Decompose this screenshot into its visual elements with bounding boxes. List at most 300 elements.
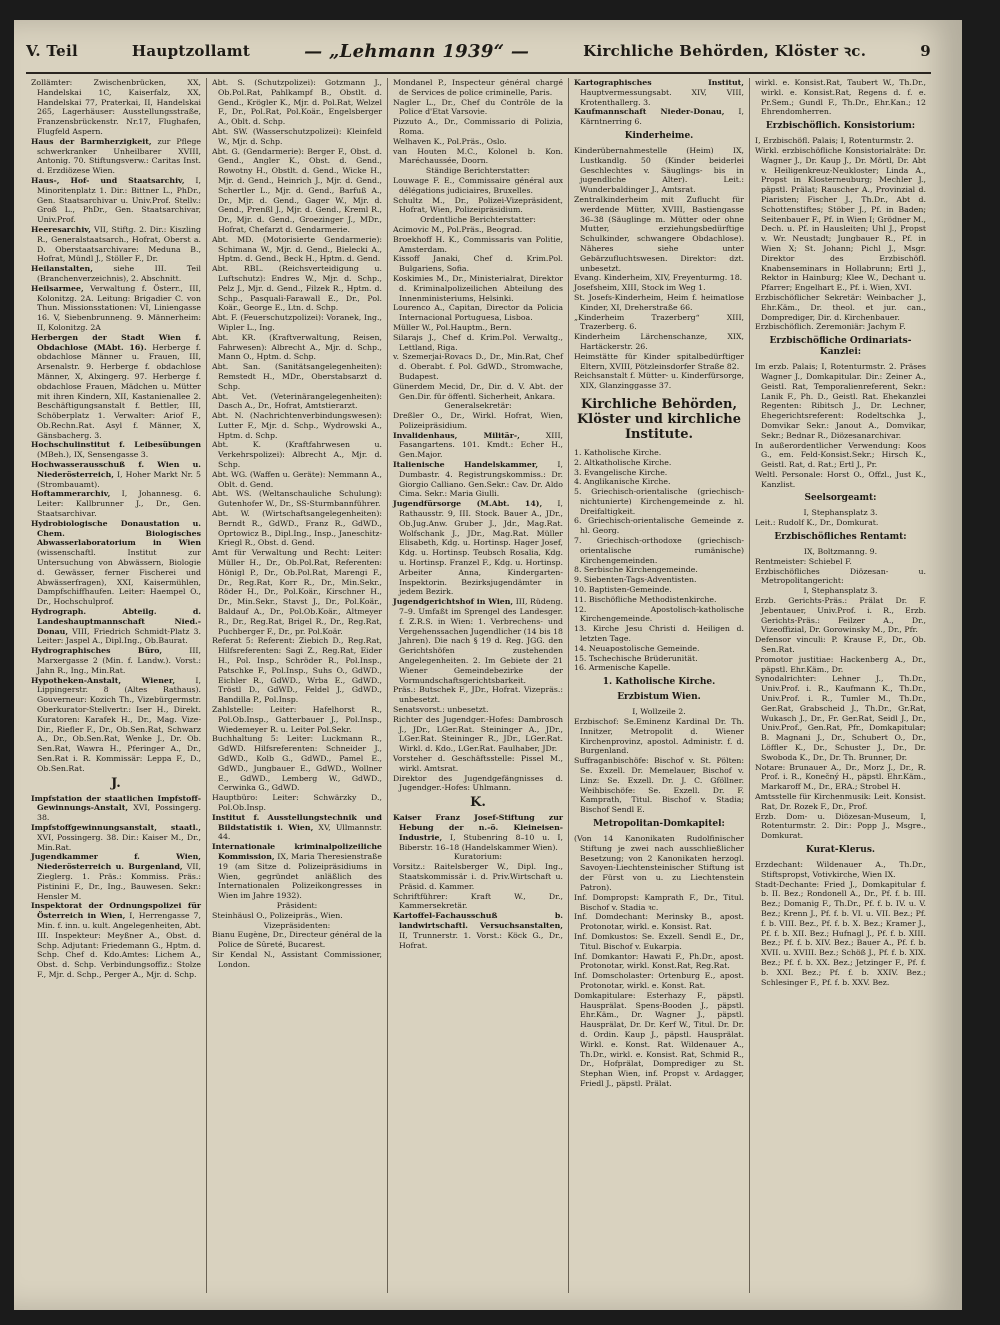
entry-text: 11. Bischöfliche Methodistenkirche. bbox=[574, 594, 717, 604]
entry-text: Schultz M., Dr., Polizei-Vizepräsident, Hofrat, Wien, Polizeipräsidium. bbox=[393, 195, 563, 215]
subsection-heading: Erzbischöfliche Ordinariats-Kanzlei: bbox=[769, 336, 912, 358]
entry-text: St. Josefs-Kinderheim, Heim f. heimatlose Kinder, XI, Dreherstraße 66. bbox=[574, 292, 744, 312]
entry-text: Referat 5: Referent: Ziebich D., Reg.Rat, Hilfsreferenten: Sagi Z., Reg.Rat, Eider H., Pol. Insp., Schröder R., Pol.Insp., Patschke F., Pol.Insp., Suhs O., GdWD., Eichler R., GdWD., Wrba E., GdWD., Tröstl D., GdWD., Feldel J., GdWD., Bandilla P., Pol.Insp. bbox=[212, 636, 382, 705]
centered-line: I, Wollzeile 2. bbox=[632, 707, 686, 717]
entry-text: Richter des Jugendger.-Hofes: Dambrosch J., JDr., LGer.Rat. Steininger A., JDr., LGer.Rat. Steininger R., JDr., LGer.Rat. Wirkl. d. Kdo., LGer.Rat. Faulhaber, JDr. bbox=[393, 714, 563, 754]
directory-entry bbox=[393, 705, 563, 715]
directory-entry bbox=[574, 371, 744, 391]
subsection-heading: Metropolitan-Domkapitel: bbox=[593, 819, 725, 829]
entry-text: Erzdechant: Wildenauer A., Th.Dr., Stiftspropst, Votivkirche, Wien IX. bbox=[755, 859, 926, 879]
header-title: — „Lehmann 1939“ — bbox=[304, 40, 530, 62]
directory-entry bbox=[212, 127, 382, 147]
directory-entry bbox=[393, 774, 563, 794]
entry-text: Vorsteher d. Geschäftsstelle: Pissel M., wirkl. Amtsrat. bbox=[393, 753, 563, 773]
directory-entry bbox=[574, 605, 744, 625]
entry-text: Inf. Domdechant: Merinsky B., apost. Protonotar, wirkl. e. Konsist. Rat. bbox=[574, 912, 744, 932]
entry-text: Abt. RBL. (Reichsverteidigung u. Luftschutz): Endres W., Mjr. d. Schp., Pelz J., Mjr. d. Gend., Filzek R., Hptm. d. Schp., Pasquali-Farawall E., Dr., Pol. Koär., George E., Ltn. d. Schp. bbox=[212, 264, 382, 313]
directory-entry bbox=[574, 565, 744, 575]
entry-text: Hauptbüro: Leiter: Schwärzky D., Pol.Ob.Insp. bbox=[212, 793, 382, 812]
column-5 bbox=[750, 78, 931, 1293]
directory-entry bbox=[393, 411, 563, 431]
directory-entry bbox=[574, 912, 744, 932]
entry-text: Louwage F. E., Commissaire général aux délégations judiciaires, Bruxelles. bbox=[393, 175, 563, 195]
entry-text: Wirkl. erzbischöfliche Konsistorialräte: Dr. Wagner J., Dr. Kaup J., Dr. Mörtl, Dr. Abt v. Heiligenkreuz-Neukloster; Linda A., Propst in Klosterneuburg; Mechler J., päpstl. Prälat; Rauscher A., Provinzial d. Piaristen; Fischer J., Th.Dr., Abt d. Schottenstiftes; Stöber J., Pf. in Baden; Seitenbauer F., Pf. in Wien I; Grödner M., Dech. u. Pf. in Hausleiten; Uhl J., Propst v. Wr. Neustadt; Jungbauer R., Pf. in Wien X; St. Johann; Pichl J., Msgr. Direktor des Erzbischöfl. Knabenseminars in Hollabrunn; Ertl J., Rektor in Hainburg; Klee W., Dechant u. Pfarrer; Engelhart E., Pf. i. Wien, XVI. bbox=[755, 145, 926, 293]
subsection-heading: Seelsorgeamt: bbox=[804, 493, 877, 504]
directory-entry bbox=[212, 264, 382, 313]
directory-entry bbox=[212, 813, 382, 842]
entry-title: Inspektorat der Ordnungspolizei für Österreich in Wien, bbox=[31, 901, 201, 921]
entry-title: Jugendfürsorge (M.Abt. 14), bbox=[393, 499, 543, 509]
directory-entry bbox=[574, 585, 744, 595]
entry-text: Synodalrichter: Lehner J., Th.Dr., Univ.Prof. i. R., Kaufmann K., Th.Dr., Univ.Prof. i. R., Tumler M., Th.Dr., Ger.Rat, Grabscheid J., Th.Dr., Gr.Rat, Wukasch J., Dr., Fr. Ger.Rat, Seidl J., Dr., Univ.Prof., Gen.Rat, Pfr., Domkapitular; B. Magnani J., Dr., Schubert O., Dr., Löffler K., Dr., Schuster J., Dr., Dr. Swoboda K., Dr., Dr. Th. Brunner, Dr. bbox=[755, 674, 926, 762]
entry-text: Heimstätte für Kinder spitalbedürftiger Eltern, XVIII, Pötzleinsdorfer Straße 82. bbox=[574, 351, 744, 371]
directory-entry bbox=[755, 860, 926, 880]
directory-entry bbox=[755, 596, 926, 635]
entry-text: Dreßler O., Dr., Wirkl. Hofrat, Wien, Polizeipräsidium. bbox=[393, 411, 563, 430]
entry-text: 8. Serbische Kirchengemeinde. bbox=[574, 565, 698, 575]
directory-entry bbox=[31, 519, 201, 607]
directory-entry bbox=[212, 147, 382, 235]
entry-text: I, Lippingerstr. 8 (Altes Rathaus). Gouverneur: Kozich Th., Vizebürgermstr. Oberkurator-Stellvertr.: Iser H., Direkt. Kuratoren: Karafek H., Dr., Mag. Vize-Dir., Riefler F., Dr., Ob.Sen.Rat, Schwarz A., Dr., Ob.Sen.Rat, Wenke J., Dr. Ob. Sen.Rat, Wawra H., Pferinger A., Dr., Sen.Rat i. R. Kommissär: Leppa F., D., Ob.Sen.Rat. bbox=[37, 675, 201, 773]
directory-entry bbox=[574, 893, 744, 913]
subsection-heading: Erzbischöfliches Rentamt: bbox=[774, 532, 907, 543]
entry-text: Kissoff Janaki, Chef d. Krim.Pol. Bulgariens, Sofia. bbox=[393, 254, 563, 274]
entry-text: v. Szemerjai-Rovacs D., Dr., Min.Rat, Chef d. Oberabt. f. Pol. GdWD., Stromwache, Budapest. bbox=[393, 352, 563, 381]
centered-line: Kuratorium: bbox=[453, 852, 503, 862]
directory-entry bbox=[31, 176, 201, 225]
directory-entry bbox=[212, 509, 382, 548]
entry-title: Hydrobiologische Donaustation u. Chem. Biologisches Abwasserlaboratorium in Wien bbox=[31, 518, 201, 548]
entry-text: Kinderübernahmestelle (Heim) IX, Lustkandlg. 50 (Kinder beiderlei Geschlechtes v. Säuglings- bis in jugendliche Alter). Leit.: Wunderbaldinger J., Amtsrat. bbox=[574, 145, 744, 195]
entry-text: Abt. WS. (Weltanschauliche Schulung): Gutenhofer W., Dr., SS-Sturmbannführer. bbox=[212, 489, 382, 509]
entry-text: 15. Tschechische Brüderunität. bbox=[574, 653, 698, 663]
column-3 bbox=[388, 78, 569, 1293]
directory-entry bbox=[212, 842, 382, 901]
entry-text: 5. Griechisch-orientalische (griechisch-nichtunierte) Kirchengemeinde z. hl. Dreifaltigkeit. bbox=[574, 487, 744, 516]
directory-entry bbox=[393, 333, 563, 353]
directory-entry bbox=[393, 499, 563, 597]
directory-entry bbox=[31, 676, 201, 774]
directory-entry bbox=[212, 911, 382, 921]
header-running-title: Kirchliche Behörden, Klöster ꝛc. bbox=[583, 42, 867, 60]
entry-text: 3. Evangelische Kirche. bbox=[574, 467, 668, 477]
entry-title: Hydrograph. Abteilg. d. Landeshauptmannschaft Nied.-Donau, bbox=[31, 607, 201, 636]
directory-entry bbox=[31, 823, 201, 852]
entry-text: Inf. Domscholaster: Ortenburg E., apost. Protonotar, wirkl. e. Konst. Rat. bbox=[574, 971, 744, 990]
directory-entry bbox=[755, 136, 926, 146]
entry-text: Günerdem Mecid, Dr., Dir. d. V. Abt. der Gen.Dir. für öffentl. Sicherheit, Ankara. bbox=[393, 381, 563, 401]
entry-text: Abt. N. (Nachrichtenverbindungswesen): Lutter F., Mjr. d. Schp., Wydrowski A., Hptm. d. Schp. bbox=[212, 411, 382, 440]
directory-entry bbox=[31, 264, 201, 284]
directory-entry bbox=[212, 950, 382, 970]
directory-entry bbox=[755, 792, 926, 812]
entry-text: Vorsitz.: Raitelsberger W., Dipl. Ing., Staatskommissär i. d. Priv.Wirtschaft u. Präsid. d. Kammer. bbox=[393, 862, 563, 891]
directory-entry bbox=[755, 518, 926, 528]
entry-text: Hauptvermessungsabt. XIV, VIII, Krotenthallerg. 3. bbox=[580, 87, 744, 107]
text-columns bbox=[26, 78, 931, 1293]
directory-entry bbox=[212, 930, 382, 950]
entry-text: Inf. Domkantor: Hawati F., Ph.Dr., apost. Protonotar, wirkl. Konst.Rat, Reg.Rat. bbox=[574, 951, 744, 971]
directory-entry bbox=[755, 557, 926, 567]
directory-entry bbox=[31, 225, 201, 264]
entry-text: Kinderheim Lärchenschanze, XIX, Hartäckerstr. 26. bbox=[574, 332, 744, 351]
directory-entry bbox=[755, 78, 926, 117]
entry-text: Abt. K. (Kraftfahrwesen u. Verkehrspolizei): Albrecht A., Mjr. d. Schp. bbox=[212, 440, 382, 470]
entry-text: XVI, Possingerg. 38. Dir.: Kaiser M., Dr., Min.Rat. bbox=[37, 832, 201, 852]
entry-text: 10. Baptisten-Gemeinde. bbox=[574, 585, 672, 595]
entry-text: Rentmeister: Schiebel F. bbox=[755, 556, 852, 566]
header-rule bbox=[26, 72, 931, 74]
entry-text: Abt. Vet. (Veterinärangelegenheiten): Dasch A., Dr., Hofrat, Amtstierarzt. bbox=[212, 391, 382, 411]
entry-title: Hydrographisches Büro, bbox=[31, 646, 163, 656]
directory-entry bbox=[31, 794, 201, 823]
entry-text: Erzbischof: Se.Eminenz Kardinal Dr. Th. Innitzer, Metropolit d. Wiener Kirchenprovinz, apostol. Administr. f. d. Burgenland. bbox=[574, 717, 744, 756]
directory-entry bbox=[574, 644, 744, 654]
directory-entry bbox=[755, 441, 926, 470]
centered-line: IX, Boltzmanng. 9. bbox=[803, 547, 878, 557]
directory-entry bbox=[393, 254, 563, 274]
directory-entry bbox=[574, 952, 744, 972]
directory-entry bbox=[212, 470, 382, 490]
entry-text: Erzb. Dom- u. Diözesan-Museum, I, Rotenturmstr. 2. Dir.: Popp J., Msgre., Domkurat. bbox=[755, 811, 926, 841]
directory-entry bbox=[755, 674, 926, 762]
entry-text: Erzbischöflicher Sekretär: Weinbacher J., Ehr.Käm., Dr. theol. et jur. can., Domprediger, Dir. d. Kirchenbauer. bbox=[755, 292, 926, 322]
directory-entry bbox=[212, 793, 382, 813]
entry-text: Steinhäusl O., Polizeipräs., Wien. bbox=[212, 910, 343, 920]
directory-entry bbox=[31, 460, 201, 489]
directory-entry bbox=[755, 470, 926, 490]
directory-entry bbox=[212, 392, 382, 412]
entry-text: Josefsheim, XIII, Stock im Weg 1. bbox=[574, 283, 706, 293]
subsection-heading: Erzbistum Wien. bbox=[617, 692, 701, 703]
entry-title: Heilanstalten, bbox=[31, 264, 93, 274]
entry-title: Kartographisches Institut, bbox=[574, 78, 744, 87]
subsection-heading: 1. Katholische Kirche. bbox=[602, 677, 716, 688]
directory-entry bbox=[574, 448, 744, 458]
entry-title: Impfstoffgewinnungsanstalt, staatl., bbox=[31, 822, 201, 832]
letter-divider: K. bbox=[470, 795, 486, 811]
entry-text: Evang. Kinderheim, XIV, Freyenturmg. 18. bbox=[574, 273, 743, 283]
directory-entry bbox=[31, 852, 201, 901]
entry-text: Erzbischöfliches Diözesan- u. Metropolitangericht: bbox=[755, 566, 926, 586]
entry-title: Haus der Barmherzigkeit, bbox=[31, 136, 152, 146]
directory-entry bbox=[574, 477, 744, 487]
entry-title: Hypotheken-Anstalt, Wiener, bbox=[31, 675, 176, 685]
entry-text: Defensor vinculi: P. Krause F., Dr., Ob. Sen.Rat. bbox=[755, 635, 926, 655]
directory-entry bbox=[574, 195, 744, 273]
centered-line: I, Stephansplatz 3. bbox=[803, 586, 878, 596]
entry-text: 16. Armenische Kapelle. bbox=[574, 663, 671, 673]
directory-entry bbox=[574, 991, 744, 1089]
directory-entry bbox=[574, 487, 744, 516]
entry-text: Abt. G. (Gendarmerie): Berger F., Obst. d. Gend., Angler K., Obst. d. Gend., Rowotny H., Obstlt. d. Gend., Wicke H., Mjr. d. Gend., Heinrich J., Mjr. d. Gend., Schertler L., Mjr. d. Gend., Barfuß A., Dr., Mjr. d. Gend., Gager W., Mjr. d. Gend., Prenßl J., Mjr. d. Gend., Kreml R., Dr., Mjr. d. Gend., Groezinger J., MDr., Hofrat, Chefarzt d. Gendarmerie. bbox=[212, 146, 382, 234]
directory-entry bbox=[755, 362, 926, 440]
entry-text: Koskimies M., Dr., Ministerialrat, Direktor d. Kriminalpolizeilichen Abteilung des Innenministeriums, Helsinki. bbox=[393, 273, 563, 303]
directory-entry bbox=[393, 892, 563, 912]
directory-entry bbox=[755, 763, 926, 792]
column-4 bbox=[569, 78, 750, 1293]
directory-entry bbox=[755, 812, 926, 841]
directory-entry bbox=[31, 646, 201, 675]
subsection-heading: Kurat-Klerus. bbox=[805, 844, 876, 855]
directory-entry bbox=[574, 107, 744, 127]
directory-entry bbox=[755, 567, 926, 587]
subsection-heading: Erzbischöflich. Konsistorium: bbox=[765, 121, 916, 132]
directory-entry bbox=[755, 880, 926, 988]
entry-title: Heeresarchiv, bbox=[31, 224, 91, 234]
directory-page bbox=[14, 20, 962, 1310]
directory-entry bbox=[755, 635, 926, 655]
directory-entry bbox=[574, 146, 744, 195]
entry-text: III, Marxergasse 2 (Min. f. Landw.). Vorst.: Jahn R., Ing., Min.Rat. bbox=[37, 646, 201, 675]
directory-entry bbox=[574, 595, 744, 605]
entry-text: Suffraganbischöfe: Bischof v. St. Pölten: Se. Exzell. Dr. Memelauer, Bischof v. Linz: Se. Exzell. Dr. J. C. Gföllner. Weihbischöfe: Se. Exzell. Dr. F. Kamprath, Titul. Bischof v. Stadia; Bischof Sendl E. bbox=[574, 756, 744, 815]
entry-text: Silarajs J., Chef d. Krim.Pol. Verwaltg., Lettland, Riga. bbox=[393, 332, 563, 352]
directory-entry bbox=[393, 225, 563, 235]
directory-entry bbox=[212, 313, 382, 333]
entry-text: Mondanel P., Inspecteur général chargé de Services de police criminelle, Paris. bbox=[393, 78, 563, 97]
entry-text: wirkl. e. Konsist.Rat, Taubert W., Th.Dr., wirkl. e. Konsist.Rat, Regens d. f. e. Pr.Sem.; Gundl F., Th.Dr., Ehr.Kan.; 12 Ehrendomherren. bbox=[755, 78, 926, 117]
centered-line: Generalsekretär: bbox=[444, 401, 512, 411]
entry-text: (wissenschaftl. Institut zur Untersuchung von Abwässern, Biologie d. Gewässer, ferner Fischerei und Abwässerfragen), XXI, Kaisermühlen, Dampfschiffhaufen. Leiter: Haempel O., Dr., Hochschulprof. bbox=[37, 548, 201, 607]
directory-entry bbox=[31, 607, 201, 646]
directory-entry bbox=[393, 176, 563, 196]
entry-title: Hochwasserausschuß f. Wien u. Niederösterreich, bbox=[31, 460, 201, 479]
directory-entry bbox=[574, 293, 744, 313]
directory-entry bbox=[574, 78, 744, 107]
entry-text: Notare: Brunauer A., Dr., Morz J., Dr., R. Prof. i. R., Konečný H., päpstl. Ehr.Käm., Markaroff M., Dr., ERA.; Strobel H. bbox=[755, 762, 926, 792]
entry-text: VIII, Friedrich Schmidt-Platz 3. Leiter: Jaspel A., Dipl.Ing., Ob.Baurat. bbox=[37, 626, 201, 646]
directory-entry bbox=[393, 460, 563, 499]
entry-text: Buchhaltung 5: Leiter: Luckmann R., GdWD. Hilfsreferenten: Schneider J., GdWD., Kolb G., GdWD., Pamel E., GdWD., Jungbauer E., GdWD., Wollner E., GdWD., Lemberg W., GdWD., Cerwinka G., GdWD. bbox=[212, 734, 382, 793]
entry-text: Müller W., Pol.Hauptm., Bern. bbox=[393, 322, 512, 332]
entry-title: Kartoffel-Fachausschuß b. landwirtschaftl. Versuchsanstalten, bbox=[393, 911, 563, 930]
entry-text: I, Erzbischöfl. Palais; I, Rotenturmstr. 2. bbox=[755, 136, 914, 146]
directory-entry bbox=[755, 655, 926, 675]
column-1 bbox=[26, 78, 207, 1293]
directory-entry bbox=[393, 431, 563, 460]
entry-text: Acimovic M., Pol.Präs., Beograd. bbox=[393, 224, 523, 234]
entry-text: I, Dumbastr. 4. Registrungskommiss.: Dr. Giorgio Calliano. Gen.Sekr.: Cav. Dr. Aldo Cima. Sekr.: Maria Giulli. bbox=[399, 460, 563, 499]
entry-text: Domkapitulare: Esterhazy F., päpstl. Hausprälat. Spens-Booden J., päpstl. Ehr.Käm., Dr. Wagner J., päpstl. Hausprälat, Dr. Dr. Kerf W., Titul. Dr. Dr. d. Ordin. Kaup J., päpstl. Hausprälat. Wirkl. e. Konst. Rat. Wildenauer A., Th.Dr., wirkl. e. Konsist. Rat, Schmid R., Dr., Hofprälat, Domprediger zu St. Stephan Wien, inf. Propst v. Ardagger, Friedl J., päpstl. Prälat. bbox=[574, 990, 744, 1088]
directory-entry bbox=[212, 489, 382, 509]
directory-entry bbox=[574, 313, 744, 333]
entry-text: III, Rüdeng. 7–9. Umfaßt im Sprengel des Landesger. f. Z.R.S. in Wien: 1. Verbrechens- und Vergehenssachen Jugendlicher (14 bis 18 Jahren). Die nach § 19 d. Reg. JGG. den Gerichtshöfen zustehenden Angelegenheiten. 2. Im Gebiete der 21 Wiener Gemeindebezirke der Vormundschaftsgerichtsbarkeit. bbox=[399, 597, 563, 685]
directory-entry bbox=[212, 440, 382, 469]
entry-text: I, Rathausstr. 9, III. Stock. Bauer A., JDr., Ob.Jug.Anw. Gruber J., Jdr., Mag.Rat. Wolfschank J., JDr., Mag.Rat. Müller Elisabeth, Kdg. u. Hortinsp. Hager Josef, Kdg. u. Hortinsp. Teubsch Rosalia, Kdg. u. Hortinsp. Franzel F., Kdg. u. Hortinsp. Arbeiter Anna, Kindergarten-Inspektorin. Bezirksjugendämter in jedem Bezirk. bbox=[399, 499, 563, 597]
entry-text: Im erzb. Palais; I, Rotenturmstr. 2. Präses Wagner J., Domkapitular. Dir.: Zeiner A., Geistl. Rat, Temporalienreferent, Sekr.: Lanik F., Ph. D., Geistl. Rat. Ehekanzlei Regenten: Ribitsch J., Dr. Lechner, Ehegerichtsreferent: Rodeltschka J., Domvikar Sekr.: Janout A., Domvikar, Sekr.; Bednar R., Diözesanarchivar. bbox=[755, 362, 926, 440]
directory-entry bbox=[393, 715, 563, 754]
directory-entry bbox=[755, 322, 926, 332]
entry-text: VII, Stiftg. 2. Dir.: Kiszling R., Generalstaatsarch., Hofrat, Oberst a. D. Oberstaatsarchivare: Meduna B., Hofrat, Mündl J., Stöller F., Dr. bbox=[37, 224, 201, 264]
entry-text: Sir Kendal N., Assistant Commissioner, London. bbox=[212, 949, 382, 969]
directory-entry bbox=[393, 137, 563, 147]
entry-text: Abt. KR. (Kraftverwaltung, Reisen, Fahrwesen): Albrecht A., Mjr. d. Schp., Mann O., Hptm. d. Schp. bbox=[212, 332, 382, 362]
column-2 bbox=[207, 78, 388, 1293]
centered-line: I, Stephansplatz 3. bbox=[803, 508, 878, 518]
directory-entry bbox=[212, 78, 382, 127]
entry-text: Zentralkinderheim mit Zuflucht für werdende Mütter, XVIII, Bastiengasse 36–38 (Säuglinge m. Mütter oder ohne Mutter, erziehungsbedürftige Schulkinder, schwangere Obdachlose). Näheres siehe unter Gebärzufluchtswesen. Direktor: dzt. unbesetzt. bbox=[574, 194, 744, 273]
directory-entry bbox=[574, 536, 744, 565]
entry-text: In außerordentlicher Verwendung: Koos G., em. Feld-Konsist.Sekr.; Hirsch K., Geistl. Rat, d. Rat.; Ertl J., Pr. bbox=[755, 440, 926, 470]
directory-entry bbox=[393, 352, 563, 381]
entry-title: Herbergen der Stadt Wien f. Obdachlose (MAbt. 16). bbox=[31, 332, 201, 352]
entry-text: II, Trunnerstr. 1. Vorst.: Köck G., Dr., Hofrat. bbox=[399, 930, 563, 950]
directory-entry bbox=[755, 293, 926, 322]
directory-entry bbox=[393, 685, 563, 705]
entry-text: 14. Neuapostolische Gemeinde. bbox=[574, 643, 700, 653]
directory-entry bbox=[31, 78, 201, 137]
entry-text: Schriftführer: Kraft W., Dr., Kammersekretär. bbox=[393, 891, 563, 911]
header-section: Hauptzollamt bbox=[131, 42, 251, 60]
entry-text: Nagler L., Dr., Chef du Contrôle de la Police d'Etat Varsovie. bbox=[393, 97, 563, 117]
directory-entry bbox=[574, 932, 744, 952]
directory-entry bbox=[393, 813, 563, 852]
entry-title: Jugendgerichtshof in Wien, bbox=[393, 597, 514, 607]
entry-text: Zollämter: Zwischenbrücken, XX, Handelskai 1C, Kaiserfalz, XX, Handelskai 77, Praterkai, II, Handelskai 265, Lagerhäuser: Ausstellungsstraße, Franzensbrückenstr. Nr.17, Flughafen, Flugfeld Aspern. bbox=[31, 78, 201, 136]
entry-title: Impfstation der staatlichen Impfstoff-Gewinnungs-Anstalt, bbox=[31, 793, 201, 813]
entry-text: Leit.: Rudolf K., Dr., Domkurat. bbox=[755, 518, 879, 528]
directory-entry bbox=[574, 663, 744, 673]
entry-text: Abt. F. (Feuerschutzpolizei): Voranek, Ing., Wipler L., Ing. bbox=[212, 313, 382, 332]
entry-text: Abt. W. (Wirtschaftsangelegenheiten): Berndt R., GdWD., Franz R., GdWD., Oprtowicz B., Dipl.Ing., Insp., Janeschitz-Kriegl R., Obst. d. Gend. bbox=[212, 509, 382, 548]
letter-divider: J. bbox=[111, 775, 121, 791]
entry-text: I, Hoher Markt Nr. 5 (Strombauamt). bbox=[37, 469, 201, 489]
entry-text: Abt. SW. (Wasserschutzpolizei): Kleinfeld W., Mjr. d. Schp. bbox=[212, 126, 382, 146]
entry-text: Erzb. Gerichts-Präs.: Prälat Dr. F. Jebentauer, Univ.Prof. i. R., Erzb. Gerichts-Präs.: Feilzer A., Dr., Vizeoffizial, Dr. Gorowinsky M., Dr., Pfr. bbox=[755, 596, 926, 635]
directory-entry bbox=[393, 911, 563, 950]
directory-entry bbox=[212, 362, 382, 391]
directory-entry bbox=[574, 756, 744, 815]
entry-title: Internationale kriminalpolizeiliche Kommission, bbox=[212, 842, 382, 861]
directory-entry bbox=[574, 273, 744, 283]
entry-text: Zahlstelle: Leiter: Hafelhorst R., Pol.Ob.Insp., Gatterbauer J., Pol.Insp., Wiedemeyer R. u. Leiter Pol.Sekr. bbox=[212, 705, 382, 734]
entry-text: Abt. San. (Sanitätsangelegenheiten): Remstedt H., MDr., Oberstabsarzt d. Schp. bbox=[212, 362, 382, 391]
page-header bbox=[26, 32, 931, 70]
entry-text: van Houten M.C., Kolonel b. Kon. Maréchaussée, Doorn. bbox=[393, 146, 563, 166]
entry-text: XV, Ullmannstr. 44. bbox=[218, 822, 382, 842]
entry-text: Abt. WG. (Waffen u. Geräte): Nemmann A., Oblt. d. Gend. bbox=[212, 469, 382, 489]
directory-entry bbox=[574, 283, 744, 293]
subsection-heading: Kinderheime. bbox=[624, 130, 694, 141]
directory-entry bbox=[393, 303, 563, 323]
directory-entry bbox=[574, 971, 744, 991]
entry-title: Kaiser Franz Josef-Stiftung zur Hebung der n.-ö. Kleineisen-Industrie, bbox=[393, 813, 563, 842]
entry-text: Verwaltung f. Österr., III, Kolonitzg. 2A. Leitung: Brigadier C. von Thun. Missionsstationen: VI, Liniengasse 16. V, Siebenbrunneng. 9. Männerheim: II, Kolonitzg. 2A bbox=[37, 283, 201, 332]
directory-entry bbox=[755, 146, 926, 293]
entry-text: Direktor des Jugendgefängnisses d. Jugendger.-Hofes: Uhlmann. bbox=[393, 773, 563, 793]
section-heading: Kirchliche Behörden, Klöster und kirchliche Institute. bbox=[576, 396, 742, 442]
directory-entry bbox=[212, 235, 382, 264]
directory-entry bbox=[574, 575, 744, 585]
directory-entry bbox=[574, 332, 744, 352]
header-part-label: V. Teil bbox=[26, 42, 78, 60]
directory-entry bbox=[212, 548, 382, 636]
entry-text: Promotor justitiae: Hackenberg A., Dr., päpstl. Ehr.Käm., Dr. bbox=[755, 654, 926, 674]
directory-entry bbox=[393, 274, 563, 303]
entry-text: Welhaven K., Pol.Präs., Oslo. bbox=[393, 136, 507, 146]
entry-text: I, Kärntnerring 6. bbox=[580, 107, 744, 127]
entry-text: Stadt-Dechante: Fried J., Domkapitular f. b. II. Bez.; Rondonell A., Dr., Pf. f. b. III. Bez.; Domanig F., Th.Dr., Pf. f. b. IV. u. V. Bez.; Krenn J., Pf. f. b. VI. u. VII. Bez.; Pf. f. b. VIII. Bez., Pf. f. b. X. Bez.; Kramer J., Pf. f. b. XII. Bez.; Hufnagl J., Pf. f. b. XIII. Bez.; Pf. f. b. XIV. Bez.; Bauer A., Pf. f. b. XVII. u. XVIII. Bez.; Schöß J., Pf. f. b. XIX. Bez.; Pf. f. b. XX. Bez.; Jetzinger F., Pf. f. b. XXI. Bez.; Pf. f. b. XXIV. Bez.; Schlesinger F., Pf. f. b. XXV. Bez. bbox=[755, 879, 926, 987]
entry-title: Jugendkammer f. Wien, Niederösterreich u. Burgenland, bbox=[31, 852, 201, 872]
entry-text: 6. Griechisch-orientalische Gemeinde z. hl. Georg. bbox=[574, 516, 744, 536]
directory-entry bbox=[574, 717, 744, 756]
entry-text: I, Johannesg. 6. Leiter: Kallbrunner J., Dr., Gen. Staatsarchivar. bbox=[37, 489, 201, 519]
entry-text: Amt für Verwaltung und Recht: Leiter: Müller H., Dr., Ob.Pol.Rat, Referenten: Hönigl P., Dr., Ob.Pol.Rat, Marengi F., Dr., Reg.Rat, Korr R., Dr., Min.Sekr., Röder H., Dr., Pol.Koär., Kirschner H., Dr., Min.Sekr., Stavst J., Dr., Pol.Koär., Baldauf A., Dr., Pol.Ob.Koär., Altmeyer R., Dr., Reg.Rat, Brigel R., Dr., Reg.Rat, Puchberger F., Dr., pr. Pol.Koär. bbox=[212, 548, 382, 636]
entry-text: „Kinderheim Trazerberg“ XIII, Trazerberg. 6. bbox=[574, 312, 744, 332]
directory-entry bbox=[393, 196, 563, 216]
entry-text: Broekhoff H. K., Commissaris van Politie, Amsterdam. bbox=[393, 234, 563, 254]
entry-text: 1. Katholische Kirche. bbox=[574, 447, 662, 457]
entry-title: Hoftammerarchiv, bbox=[31, 489, 111, 499]
entry-text: I, Minoritenplatz 1. Dir.: Bittner L., PhDr., Gen. Staatsarchivar u. Univ.Prof. Stellv.: Groß L., PhDr., Gen. Staatsarchivar, Univ.Prof. bbox=[37, 175, 201, 225]
centered-line: Ständige Berichterstatter: bbox=[425, 166, 531, 176]
entry-text: 12. Apostolisch-katholische Kirchengemeinde. bbox=[574, 604, 744, 624]
centered-line: Ordentliche Berichterstatter: bbox=[420, 215, 536, 225]
directory-entry bbox=[212, 636, 382, 705]
entry-title: Italienische Handelskammer, bbox=[393, 460, 539, 470]
entry-title: Kaufmannschaft Nieder-Donau, bbox=[574, 107, 725, 117]
entry-title: Institut f. Ausstellungstechnik und Bildstatistik i. Wien, bbox=[212, 812, 382, 832]
directory-entry bbox=[574, 654, 744, 664]
entry-text: Lourenco A., Capitan, Director da Policia Internacional Portuguesa, Lisboa. bbox=[393, 303, 563, 323]
entry-text: XIII, Fasangartens. 101. Kmdt.: Echer H., Gen.Major. bbox=[399, 430, 563, 460]
entry-text: Herberge f. obdachlose Männer u. Frauen, III, Arsenalstr. 9. Herberge f. obdachlose Männer, X, Alxingerg. 97. Herberge f. obdachlose Frauen, Mädchen u. Mütter mit ihren Kindern, XII, Kastanienallee 2. Beschäftigungsanstalt f. Bettler, III, Schöberplatz 1. Verwalter: Ariof F., Ob.Rechn.Rat. Asyl f. Männer, X, Gänsbacherg. 3. bbox=[37, 342, 201, 440]
entry-text: Inf. Dompropst: Kamprath F., Dr., Titul. Bischof v. Stadia ꝛc. bbox=[574, 892, 744, 912]
entry-text: (MBeh.), IX, Sensengasse 3. bbox=[37, 450, 149, 460]
entry-text: siehe III. Teil (Branchenverzeichnis), 2. Abschnitt. bbox=[37, 264, 201, 283]
directory-entry bbox=[31, 489, 201, 518]
directory-entry bbox=[574, 624, 744, 644]
entry-text: Abt. S. (Schutzpolizei): Gotzmann J., Ob.Pol.Rat, Pahlkampf B., Obstlt. d. Gend., Krögler K., Mjr. d. Pol.Rat, Welzel F., Dr., Pol.Rat, Pol.Koär., Engelsberger A., Oblt. d. Schp. bbox=[212, 78, 382, 127]
directory-entry bbox=[393, 382, 563, 402]
directory-entry bbox=[212, 705, 382, 734]
directory-entry bbox=[574, 468, 744, 478]
directory-entry bbox=[31, 901, 201, 979]
directory-entry bbox=[393, 98, 563, 118]
directory-entry bbox=[31, 333, 201, 441]
entry-title: Heilsarmee, bbox=[31, 283, 84, 293]
directory-entry bbox=[393, 323, 563, 333]
directory-entry bbox=[393, 597, 563, 685]
entry-text: I, Herrengasse 7, Min. f. inn. u. kult. Angelegenheiten, Abt. III. Inspekteur: Meyßner A., Obst. d. Schp. Adjutant: Friedemann G., Hptm. d. Schp. Chef d. Kdo.Amtes: Lichem A., Obst. d. Schp. Verbindungsoffiz.: Stolze F., Mjr. d. Schp., Perger A., Mjr. d. Schp. bbox=[37, 911, 201, 979]
centered-line: Vizepräsidenten: bbox=[263, 920, 331, 930]
entry-title: Hochschulinstitut f. Leibesübungen bbox=[31, 440, 201, 450]
entry-text: XVI, Possingerg. 38. bbox=[37, 803, 201, 823]
entry-text: Weltl. Personale: Horst O., Offzl., Just K., Kanzlist. bbox=[755, 469, 926, 489]
directory-entry bbox=[574, 834, 744, 893]
directory-entry bbox=[393, 78, 563, 98]
directory-entry bbox=[393, 862, 563, 891]
entry-text: IX, Maria Theresienstraße 19 (am Sitze d. Polizeipräsidiums in Wien, gegründet anläßlich des Internationalen Polizeikongresses in Wien im Jahre 1932). bbox=[218, 851, 382, 901]
directory-entry bbox=[574, 352, 744, 372]
directory-entry bbox=[393, 147, 563, 167]
entry-text: zur Pflege schwerkranker Unheilbarer XVIII, Antonig. 70. Stiftungsverw.: Caritas Inst. d. Erzdiözese Wien. bbox=[37, 136, 201, 176]
directory-entry bbox=[31, 137, 201, 176]
centered-line: Präsident: bbox=[276, 900, 318, 910]
entry-text: Amtsstelle für Kirchenmusik: Leit. Konsist. Rat, Dr. Rozek F., Dr., Prof. bbox=[755, 792, 926, 811]
directory-entry bbox=[393, 754, 563, 774]
entry-text: Inf. Domkustos: Se. Exzell. Sendl E., Dr., Titul. Bischof v. Eukarpia. bbox=[574, 931, 744, 951]
entry-text: Pizzuto A., Dr., Commissario di Polizia, Roma. bbox=[393, 117, 563, 136]
entry-text: 4. Anglikanische Kirche. bbox=[574, 477, 671, 487]
directory-entry bbox=[31, 284, 201, 333]
directory-entry bbox=[574, 516, 744, 536]
entry-text: 2. Altkatholische Kirche. bbox=[574, 457, 672, 467]
directory-entry bbox=[393, 235, 563, 255]
entry-text: Erzbischöflich. Zeremoniär: Jachym F. bbox=[755, 322, 906, 332]
page-number: 9 bbox=[920, 42, 931, 60]
